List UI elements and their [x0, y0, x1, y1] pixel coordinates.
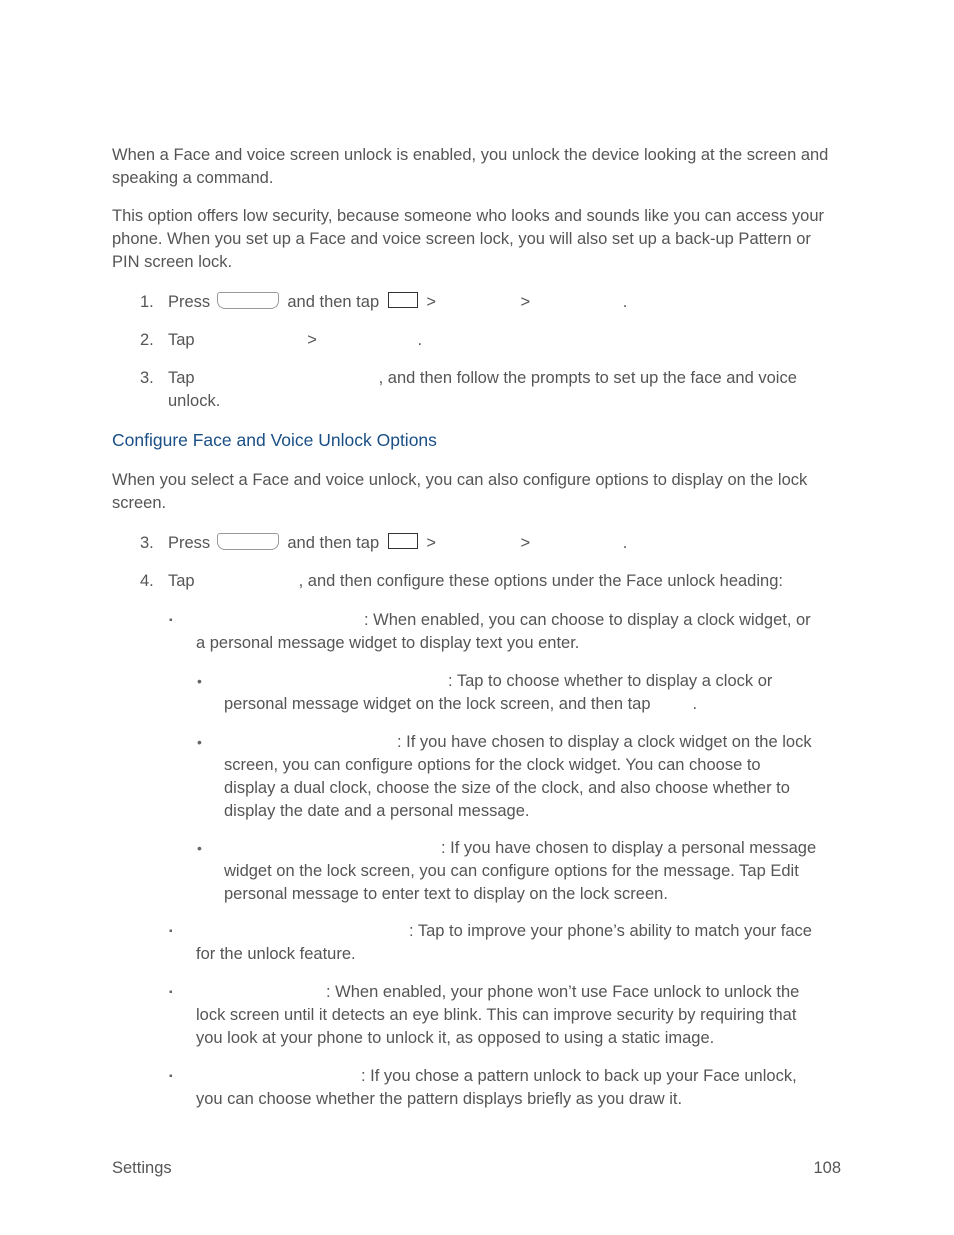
step-3: Tap , and then follow the prompts to set up the face and voice: [168, 369, 797, 387]
sub-bullet-item-continued: widget on the lock screen, you can configure options for the message. Tap Edit: [224, 862, 799, 880]
step-number: 4.: [140, 572, 154, 590]
step-number: 1.: [140, 293, 154, 311]
section-intro: When you select a Face and voice unlock, you can also configure options to display on the lock screen.: [112, 471, 808, 512]
sub-bullet-item-continued: display a dual clock, choose the size of the clock, and also choose whether to: [224, 779, 790, 797]
dot-bullet-icon: •: [197, 734, 202, 750]
step-1: Press and then tap > > .: [168, 293, 628, 311]
apps-icon: [388, 533, 418, 549]
step-3-continued: unlock.: [168, 392, 221, 410]
intro-paragraph-1: When a Face and voice screen unlock is enabled, you unlock the device looking at the screen and speaking a command.: [112, 146, 829, 187]
section-heading: Configure Face and Voice Unlock Options: [112, 430, 437, 450]
step-number: 3.: [140, 369, 154, 387]
footer-section-name: Settings: [112, 1159, 172, 1177]
bullet-item: : When enabled, your phone won’t use Face unlock to unlock the: [326, 983, 800, 1001]
step-number: 2.: [140, 331, 154, 349]
sub-bullet-item: : If you have chosen to display a personal message: [441, 839, 817, 857]
dot-bullet-icon: •: [197, 840, 202, 856]
sub-bullet-item: : Tap to choose whether to display a clock or: [448, 672, 773, 690]
step-2: Tap > .: [168, 331, 423, 349]
intro-paragraph-2: This option offers low security, because someone who looks and sounds like you can access your phone. When you set up a Face and voice screen lock, you will also set up a back-up Pattern or PIN screen lock.: [112, 207, 825, 271]
step-tap-options: Tap , and then configure these options under the Face unlock heading:: [168, 572, 783, 590]
apps-icon: [388, 292, 418, 308]
sub-bullet-item: : If you have chosen to display a clock widget on the lock: [397, 733, 812, 751]
dot-bullet-icon: •: [197, 673, 202, 689]
bullet-item-continued: you can choose whether the pattern displays briefly as you draw it.: [196, 1090, 683, 1108]
sub-bullet-item-continued: personal message to enter text to display on the lock screen.: [224, 885, 668, 903]
bullet-item-continued: a personal message widget to display text you enter.: [196, 634, 580, 652]
home-key-icon: [217, 533, 279, 550]
footer-page-number: 108: [813, 1159, 841, 1177]
step-number: 3.: [140, 534, 154, 552]
bullet-item: : When enabled, you can choose to display a clock widget, or: [364, 611, 811, 629]
bullet-item-continued: lock screen until it detects an eye blink. This can improve security by requiring that: [196, 1006, 797, 1024]
bullet-item-continued: you look at your phone to unlock it, as opposed to using a static image.: [196, 1029, 715, 1047]
sub-bullet-item-continued: display the date and a personal message.: [224, 802, 530, 820]
square-bullet-icon: ▪: [169, 987, 173, 998]
sub-bullet-item-continued: screen, you can configure options for the clock widget. You can choose to: [224, 756, 761, 774]
square-bullet-icon: ▪: [169, 926, 173, 937]
home-key-icon: [217, 292, 279, 309]
bullet-item: : Tap to improve your phone’s ability to match your face: [409, 922, 812, 940]
sub-bullet-item-continued: personal message widget on the lock screen, and then tap .: [224, 695, 698, 713]
bullet-item-continued: for the unlock feature.: [196, 945, 356, 963]
square-bullet-icon: ▪: [169, 615, 173, 626]
square-bullet-icon: ▪: [169, 1071, 173, 1082]
step-press-home: Press and then tap > > .: [168, 534, 628, 552]
bullet-item: : If you chose a pattern unlock to back up your Face unlock,: [361, 1067, 797, 1085]
